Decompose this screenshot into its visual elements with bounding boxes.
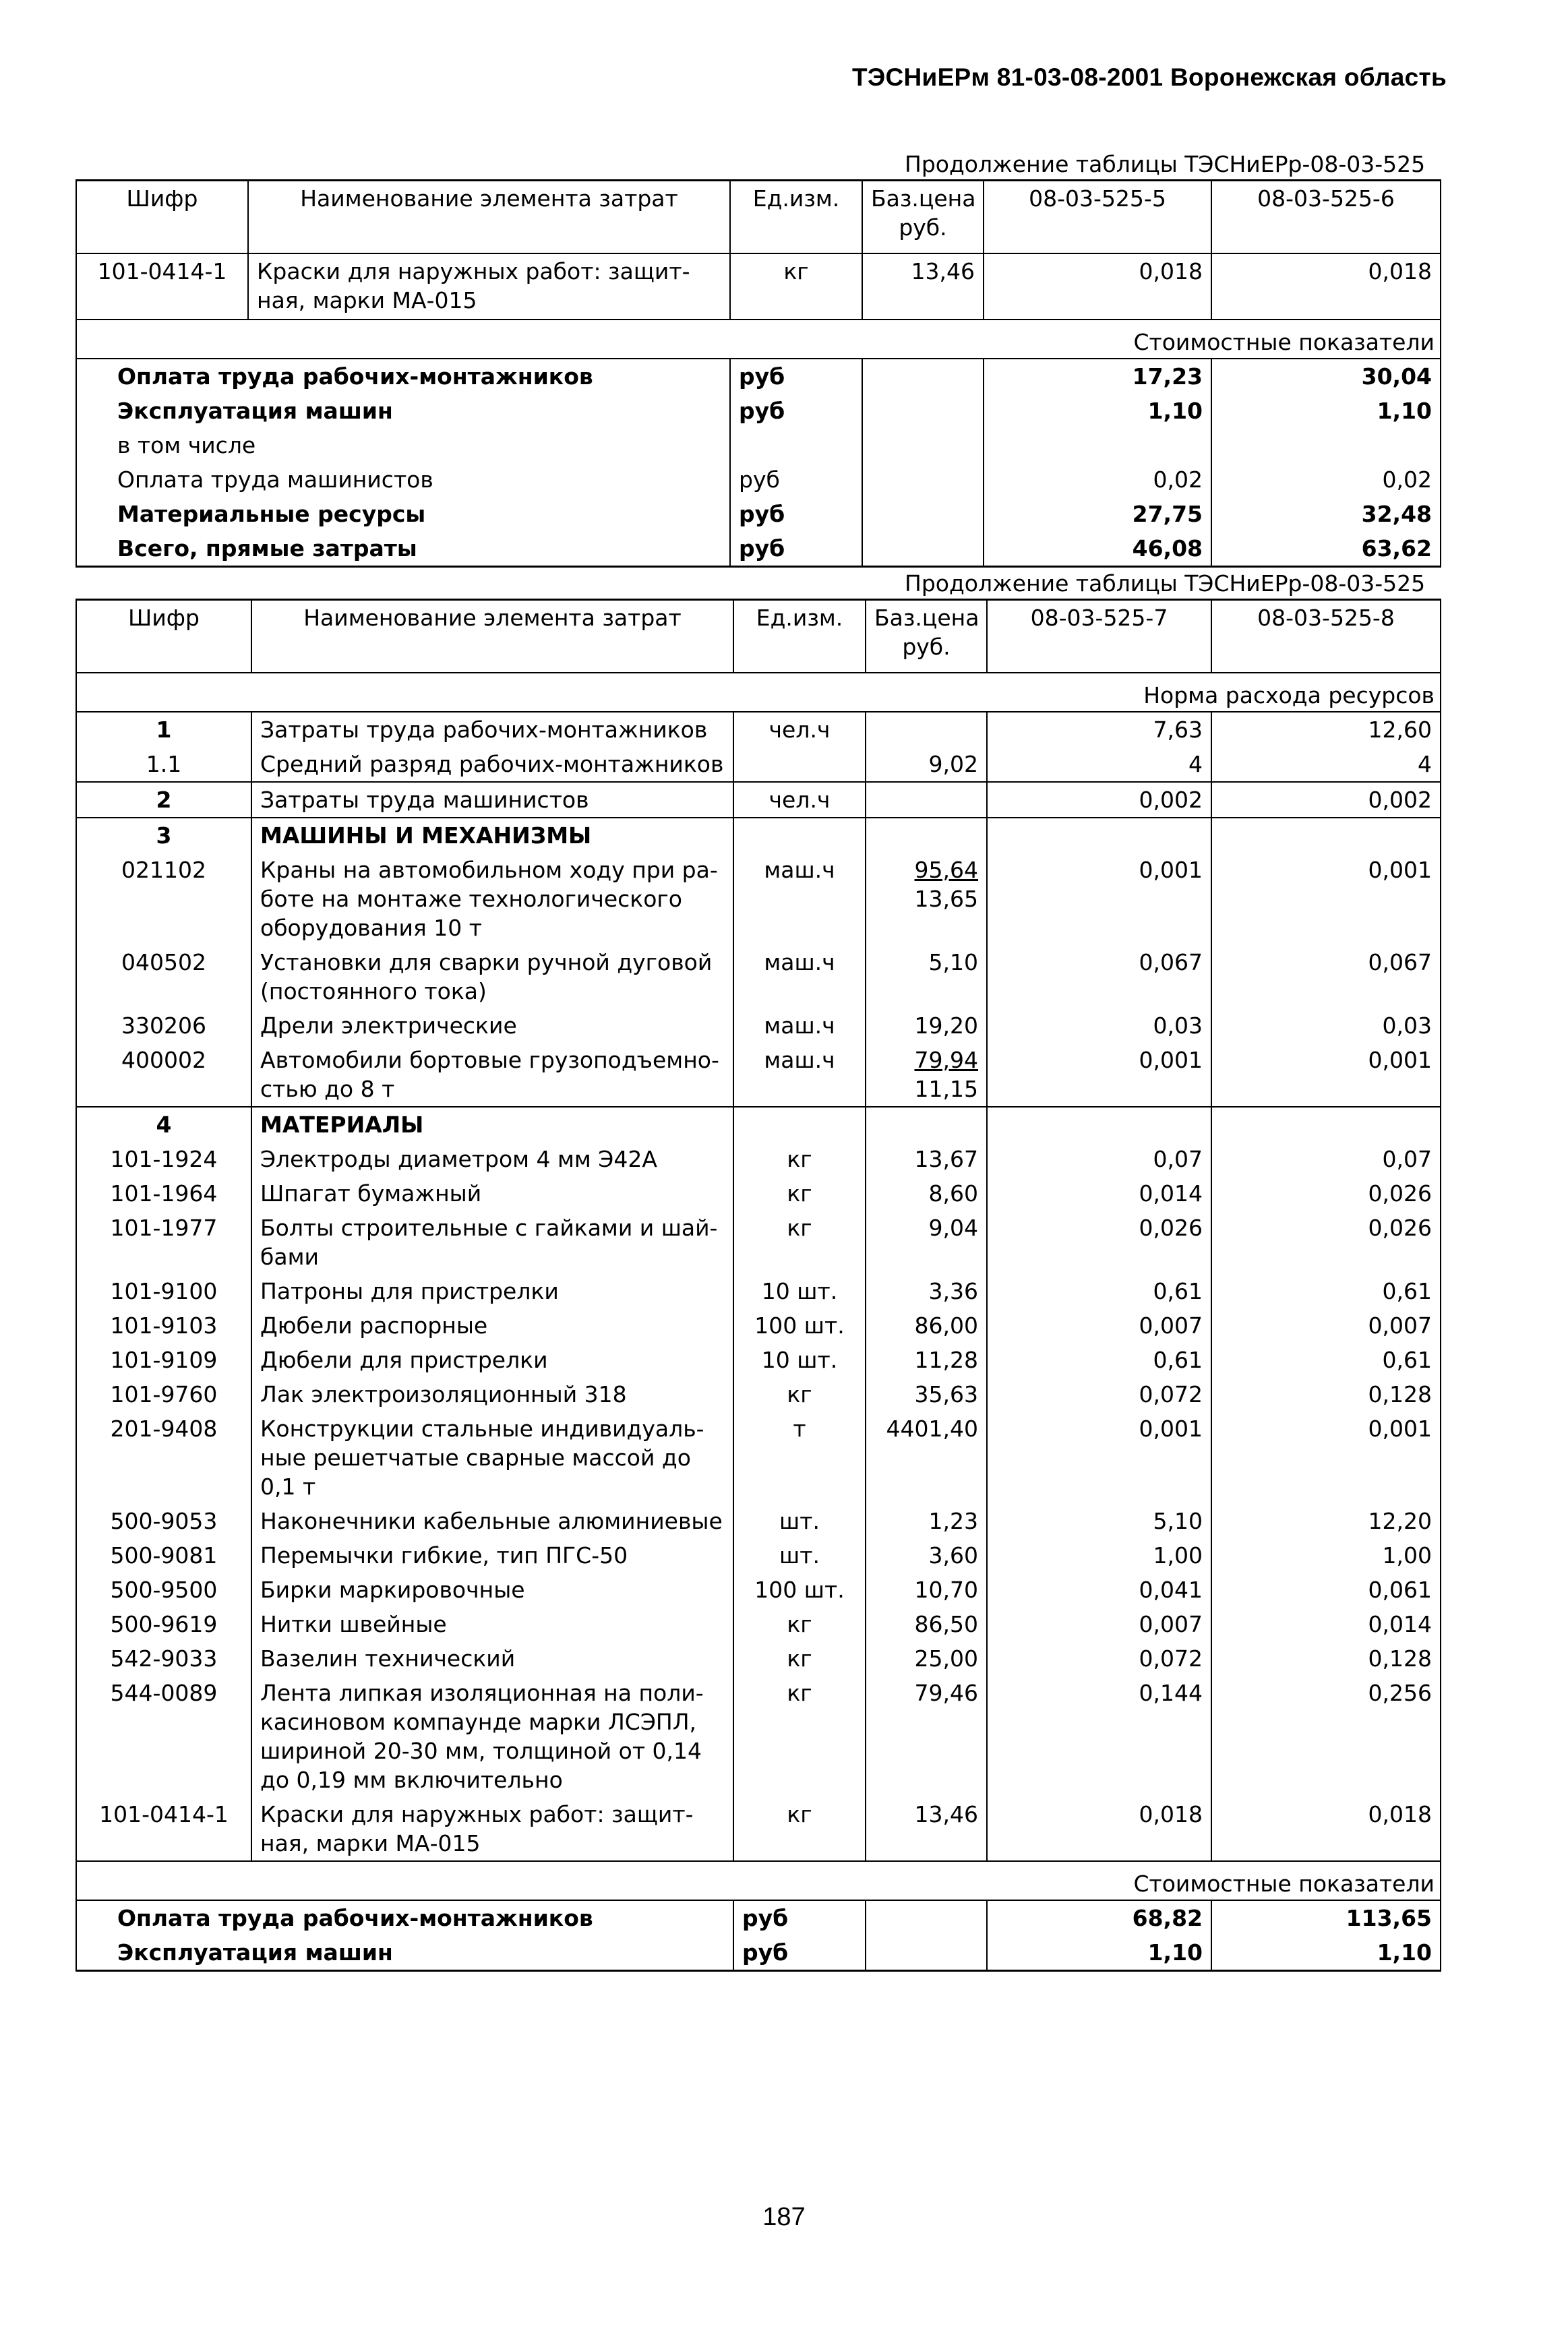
row-unit: кг <box>733 1176 866 1211</box>
row-price: 3,36 <box>866 1274 987 1308</box>
row-code: 101-9103 <box>76 1308 251 1343</box>
row-value-2: 0,61 <box>1211 1274 1441 1308</box>
summary-unit: руб <box>730 497 862 531</box>
summary-unit: руб <box>730 531 862 567</box>
col-header-price: Баз.цена руб. <box>862 181 984 253</box>
row-price <box>866 1043 987 1107</box>
row-value-1: 0,007 <box>987 1308 1211 1343</box>
summary-value-2 <box>1211 428 1441 462</box>
row-value-1: 0,018 <box>987 1797 1211 1861</box>
summary-value-1: 0,02 <box>984 462 1211 497</box>
row-unit: шт. <box>733 1538 866 1573</box>
summary-label: Всего, прямые затраты <box>76 531 730 567</box>
row-unit: маш.ч <box>733 945 866 1008</box>
page-number: 187 <box>762 2203 806 2231</box>
row-price <box>866 818 987 853</box>
section-subheader: Стоимостные показатели <box>76 1861 1441 1900</box>
row-unit <box>733 818 866 853</box>
row-code: 500-9081 <box>76 1538 251 1573</box>
row-unit: маш.ч <box>733 853 866 945</box>
row-value-2: 0,128 <box>1211 1377 1441 1412</box>
summary-label: Эксплуатация машин <box>76 394 730 428</box>
table-row <box>76 1343 1441 1377</box>
row-code: 500-9500 <box>76 1573 251 1607</box>
row-value-1: 0,002 <box>987 782 1211 818</box>
table-2 <box>76 599 1441 1972</box>
row-value-1: 0,03 <box>987 1008 1211 1043</box>
row-name: Нитки швейные <box>251 1607 733 1641</box>
price-numerator: 79,94 <box>914 1046 978 1073</box>
row-unit: 10 шт. <box>733 1343 866 1377</box>
row-value-2: 0,026 <box>1211 1211 1441 1274</box>
table-row <box>76 1641 1441 1676</box>
summary-value-1: 1,10 <box>984 394 1211 428</box>
summary-empty <box>866 1900 987 1935</box>
row-unit: чел.ч <box>733 782 866 818</box>
row-name: Конструкции стальные индивидуаль-ные решетчатые сварные массой до 0,1 т <box>251 1412 733 1504</box>
row-price: 11,28 <box>866 1343 987 1377</box>
summary-empty <box>862 359 984 394</box>
row-value-1: 0,018 <box>984 253 1211 320</box>
row-value-1: 0,072 <box>987 1377 1211 1412</box>
table-row <box>76 1211 1441 1274</box>
price-fraction <box>915 855 978 913</box>
table-row <box>76 1008 1441 1043</box>
row-name: Затраты труда машинистов <box>251 782 733 818</box>
row-unit: кг <box>733 1676 866 1797</box>
row-code: 021102 <box>76 853 251 945</box>
row-name: Установки для сварки ручной дуговой (постоянного тока) <box>251 945 733 1008</box>
row-name: МАШИНЫ И МЕХАНИЗМЫ <box>251 818 733 853</box>
row-name: Затраты труда рабочих-монтажников <box>251 712 733 747</box>
row-name: Автомобили бортовые грузоподъемно-стью до 8 т <box>251 1043 733 1107</box>
row-value-2: 0,001 <box>1211 853 1441 945</box>
row-value-1 <box>987 1107 1211 1142</box>
col-header-price: Баз.цена руб. <box>866 600 987 673</box>
table-row <box>76 818 1441 853</box>
summary-value-2: 30,04 <box>1211 359 1441 394</box>
section-subheader-row <box>76 673 1441 712</box>
row-name: Перемычки гибкие, тип ПГС-50 <box>251 1538 733 1573</box>
row-unit: маш.ч <box>733 1008 866 1043</box>
row-unit <box>733 1107 866 1142</box>
row-value-2: 0,001 <box>1211 1412 1441 1504</box>
table-row <box>76 1308 1441 1343</box>
row-unit: т <box>733 1412 866 1504</box>
row-price <box>866 1107 987 1142</box>
summary-row <box>76 428 1441 462</box>
row-value-1: 0,007 <box>987 1607 1211 1641</box>
row-code: 500-9619 <box>76 1607 251 1641</box>
summary-row <box>76 1935 1441 1971</box>
col-header-unit: Ед.изм. <box>730 181 862 253</box>
row-code: 3 <box>76 818 251 853</box>
row-code: 101-9100 <box>76 1274 251 1308</box>
row-value-2: 12,20 <box>1211 1504 1441 1538</box>
summary-value-2: 0,02 <box>1211 462 1441 497</box>
table-row <box>76 1676 1441 1797</box>
row-value-2 <box>1211 1107 1441 1142</box>
row-price: 35,63 <box>866 1377 987 1412</box>
row-price: 13,46 <box>862 253 984 320</box>
row-price: 10,70 <box>866 1573 987 1607</box>
summary-row <box>76 531 1441 567</box>
row-unit: кг <box>733 1211 866 1274</box>
summary-empty <box>862 394 984 428</box>
table-row <box>76 782 1441 818</box>
col-header-code: Шифр <box>76 181 248 253</box>
row-code: 101-1964 <box>76 1176 251 1211</box>
row-price: 79,46 <box>866 1676 987 1797</box>
summary-empty <box>862 462 984 497</box>
row-value-1: 0,001 <box>987 1043 1211 1107</box>
row-price: 86,00 <box>866 1308 987 1343</box>
row-code: 400002 <box>76 1043 251 1107</box>
row-value-1: 7,63 <box>987 712 1211 747</box>
price-numerator: 95,64 <box>914 856 978 883</box>
table-row <box>76 1274 1441 1308</box>
row-value-2: 0,067 <box>1211 945 1441 1008</box>
row-price: 4401,40 <box>866 1412 987 1504</box>
row-price: 1,23 <box>866 1504 987 1538</box>
summary-row <box>76 1900 1441 1935</box>
row-price: 86,50 <box>866 1607 987 1641</box>
row-unit: 10 шт. <box>733 1274 866 1308</box>
table-row <box>76 1797 1441 1861</box>
row-price: 3,60 <box>866 1538 987 1573</box>
row-value-2: 1,00 <box>1211 1538 1441 1573</box>
row-value-2: 0,018 <box>1211 1797 1441 1861</box>
row-price: 9,04 <box>866 1211 987 1274</box>
row-code: 101-1924 <box>76 1142 251 1176</box>
col-header-variant-2: 08-03-525-6 <box>1211 181 1441 253</box>
document-header: ТЭСНиЕРм 81-03-08-2001 Воронежская область <box>851 63 1447 91</box>
row-price: 13,67 <box>866 1142 987 1176</box>
summary-row <box>76 359 1441 394</box>
col-header-variant-1: 08-03-525-7 <box>987 600 1211 673</box>
row-unit <box>733 747 866 782</box>
summary-unit: руб <box>730 394 862 428</box>
row-value-2: 0,007 <box>1211 1308 1441 1343</box>
row-value-1: 1,00 <box>987 1538 1211 1573</box>
summary-row <box>76 462 1441 497</box>
row-value-2: 0,128 <box>1211 1641 1441 1676</box>
row-value-2: 0,002 <box>1211 782 1441 818</box>
summary-label: Оплата труда рабочих-монтажников <box>76 359 730 394</box>
table2-caption: Продолжение таблицы ТЭСНиЕРр-08-03-525 <box>905 570 1426 597</box>
summary-value-2: 113,65 <box>1211 1900 1441 1935</box>
row-code: 2 <box>76 782 251 818</box>
row-value-2: 0,61 <box>1211 1343 1441 1377</box>
row-name: Наконечники кабельные алюминиевые <box>251 1504 733 1538</box>
row-value-2: 0,001 <box>1211 1043 1441 1107</box>
summary-value-1: 27,75 <box>984 497 1211 531</box>
col-header-code: Шифр <box>76 600 251 673</box>
summary-empty <box>862 531 984 567</box>
summary-unit: руб <box>733 1935 866 1971</box>
row-name: Средний разряд рабочих-монтажников <box>251 747 733 782</box>
row-name: МАТЕРИАЛЫ <box>251 1107 733 1142</box>
row-unit: кг <box>730 253 862 320</box>
row-code: 544-0089 <box>76 1676 251 1797</box>
row-price: 5,10 <box>866 945 987 1008</box>
section-subheader: Стоимостные показатели <box>76 320 1441 359</box>
row-value-1: 0,041 <box>987 1573 1211 1607</box>
row-value-1: 0,001 <box>987 853 1211 945</box>
row-code: 101-9109 <box>76 1343 251 1377</box>
table-row <box>76 853 1441 945</box>
summary-label: в том числе <box>76 428 730 462</box>
row-name: Дюбели распорные <box>251 1308 733 1343</box>
row-value-2: 0,03 <box>1211 1008 1441 1043</box>
summary-unit: руб <box>730 462 862 497</box>
row-value-2: 0,061 <box>1211 1573 1441 1607</box>
row-price: 9,02 <box>866 747 987 782</box>
table-row <box>76 1377 1441 1412</box>
row-name: Электроды диаметром 4 мм Э42А <box>251 1142 733 1176</box>
price-denominator: 11,15 <box>914 1075 978 1102</box>
table1-caption: Продолжение таблицы ТЭСНиЕРр-08-03-525 <box>905 151 1426 177</box>
table-row <box>76 253 1441 320</box>
row-name: Дюбели для пристрелки <box>251 1343 733 1377</box>
row-code: 101-9760 <box>76 1377 251 1412</box>
section-subheader-row <box>76 1861 1441 1900</box>
col-header-variant-2: 08-03-525-8 <box>1211 600 1441 673</box>
table-row <box>76 1176 1441 1211</box>
row-value-2: 4 <box>1211 747 1441 782</box>
summary-empty <box>862 497 984 531</box>
row-value-2: 0,256 <box>1211 1676 1441 1797</box>
row-name: Вазелин технический <box>251 1641 733 1676</box>
row-price: 13,46 <box>866 1797 987 1861</box>
row-value-1: 0,001 <box>987 1412 1211 1504</box>
row-name: Лента липкая изоляционная на поли-касиновом компаунде марки ЛСЭПЛ, шириной 20-30 мм, толщиной от 0,14 до 0,19 мм включительно <box>251 1676 733 1797</box>
row-code: 542-9033 <box>76 1641 251 1676</box>
summary-value-1: 68,82 <box>987 1900 1211 1935</box>
col-header-name: Наименование элемента затрат <box>248 181 730 253</box>
row-code: 201-9408 <box>76 1412 251 1504</box>
row-value-2: 0,026 <box>1211 1176 1441 1211</box>
row-name: Бирки маркировочные <box>251 1573 733 1607</box>
row-value-1: 0,61 <box>987 1343 1211 1377</box>
table-1 <box>76 179 1441 568</box>
row-name: Краски для наружных работ: защит-ная, марки МА-015 <box>248 253 730 320</box>
table-row <box>76 1607 1441 1641</box>
row-code: 4 <box>76 1107 251 1142</box>
row-value-1: 0,144 <box>987 1676 1211 1797</box>
table-row <box>76 1142 1441 1176</box>
row-unit: 100 шт. <box>733 1308 866 1343</box>
row-unit: чел.ч <box>733 712 866 747</box>
row-value-1: 0,067 <box>987 945 1211 1008</box>
row-value-1: 0,014 <box>987 1176 1211 1211</box>
summary-label: Эксплуатация машин <box>76 1935 733 1971</box>
row-value-1: 0,61 <box>987 1274 1211 1308</box>
row-unit: кг <box>733 1607 866 1641</box>
row-unit: 100 шт. <box>733 1573 866 1607</box>
row-name: Болты строительные с гайками и шай-бами <box>251 1211 733 1274</box>
row-price: 25,00 <box>866 1641 987 1676</box>
row-price: 8,60 <box>866 1176 987 1211</box>
row-value-2: 12,60 <box>1211 712 1441 747</box>
row-price <box>866 782 987 818</box>
section-subheader-row <box>76 320 1441 359</box>
row-price: 19,20 <box>866 1008 987 1043</box>
row-price <box>866 712 987 747</box>
summary-value-2: 1,10 <box>1211 1935 1441 1971</box>
row-value-1: 4 <box>987 747 1211 782</box>
summary-empty <box>866 1935 987 1971</box>
row-unit: кг <box>733 1641 866 1676</box>
row-unit: кг <box>733 1377 866 1412</box>
header-row <box>76 181 1441 253</box>
row-code: 101-0414-1 <box>76 1797 251 1861</box>
summary-unit: руб <box>730 359 862 394</box>
header-row <box>76 600 1441 673</box>
row-name: Лак электроизоляционный 318 <box>251 1377 733 1412</box>
row-name: Краны на автомобильном ходу при ра-боте на монтаже технологического оборудования 10 т <box>251 853 733 945</box>
row-code: 101-0414-1 <box>76 253 248 320</box>
row-name: Патроны для пристрелки <box>251 1274 733 1308</box>
row-value-2: 0,014 <box>1211 1607 1441 1641</box>
row-unit: маш.ч <box>733 1043 866 1107</box>
summary-label: Оплата труда рабочих-монтажников <box>76 1900 733 1935</box>
summary-value-2: 32,48 <box>1211 497 1441 531</box>
table-row <box>76 1107 1441 1142</box>
table-row <box>76 1412 1441 1504</box>
row-name: Краски для наружных работ: защит-ная, марки МА-015 <box>251 1797 733 1861</box>
row-name: Дрели электрические <box>251 1008 733 1043</box>
col-header-name: Наименование элемента затрат <box>251 600 733 673</box>
row-value-1: 0,07 <box>987 1142 1211 1176</box>
row-value-1 <box>987 818 1211 853</box>
summary-value-2: 63,62 <box>1211 531 1441 567</box>
row-unit: кг <box>733 1797 866 1861</box>
row-unit: кг <box>733 1142 866 1176</box>
summary-value-1 <box>984 428 1211 462</box>
price-denominator: 13,65 <box>914 885 978 912</box>
row-code: 330206 <box>76 1008 251 1043</box>
table-row <box>76 712 1441 747</box>
price-fraction <box>915 1045 978 1103</box>
summary-unit <box>730 428 862 462</box>
summary-row <box>76 394 1441 428</box>
row-name: Шпагат бумажный <box>251 1176 733 1211</box>
row-code: 101-1977 <box>76 1211 251 1274</box>
row-value-2: 0,07 <box>1211 1142 1441 1176</box>
summary-value-1: 46,08 <box>984 531 1211 567</box>
summary-label: Материальные ресурсы <box>76 497 730 531</box>
row-code: 500-9053 <box>76 1504 251 1538</box>
summary-row <box>76 497 1441 531</box>
section-subheader: Норма расхода ресурсов <box>76 673 1441 712</box>
row-value-1: 5,10 <box>987 1504 1211 1538</box>
row-unit: шт. <box>733 1504 866 1538</box>
table-row <box>76 945 1441 1008</box>
row-code: 1 <box>76 712 251 747</box>
summary-label: Оплата труда машинистов <box>76 462 730 497</box>
row-value-2: 0,018 <box>1211 253 1441 320</box>
table-row <box>76 1504 1441 1538</box>
row-code: 1.1 <box>76 747 251 782</box>
row-code: 040502 <box>76 945 251 1008</box>
summary-empty <box>862 428 984 462</box>
table-row <box>76 1538 1441 1573</box>
summary-value-1: 1,10 <box>987 1935 1211 1971</box>
summary-value-2: 1,10 <box>1211 394 1441 428</box>
table-row <box>76 1043 1441 1107</box>
table-row <box>76 747 1441 782</box>
col-header-variant-1: 08-03-525-5 <box>984 181 1211 253</box>
summary-value-1: 17,23 <box>984 359 1211 394</box>
row-value-2 <box>1211 818 1441 853</box>
row-price <box>866 853 987 945</box>
row-value-1: 0,026 <box>987 1211 1211 1274</box>
summary-unit: руб <box>733 1900 866 1935</box>
col-header-unit: Ед.изм. <box>733 600 866 673</box>
table-row <box>76 1573 1441 1607</box>
row-value-1: 0,072 <box>987 1641 1211 1676</box>
